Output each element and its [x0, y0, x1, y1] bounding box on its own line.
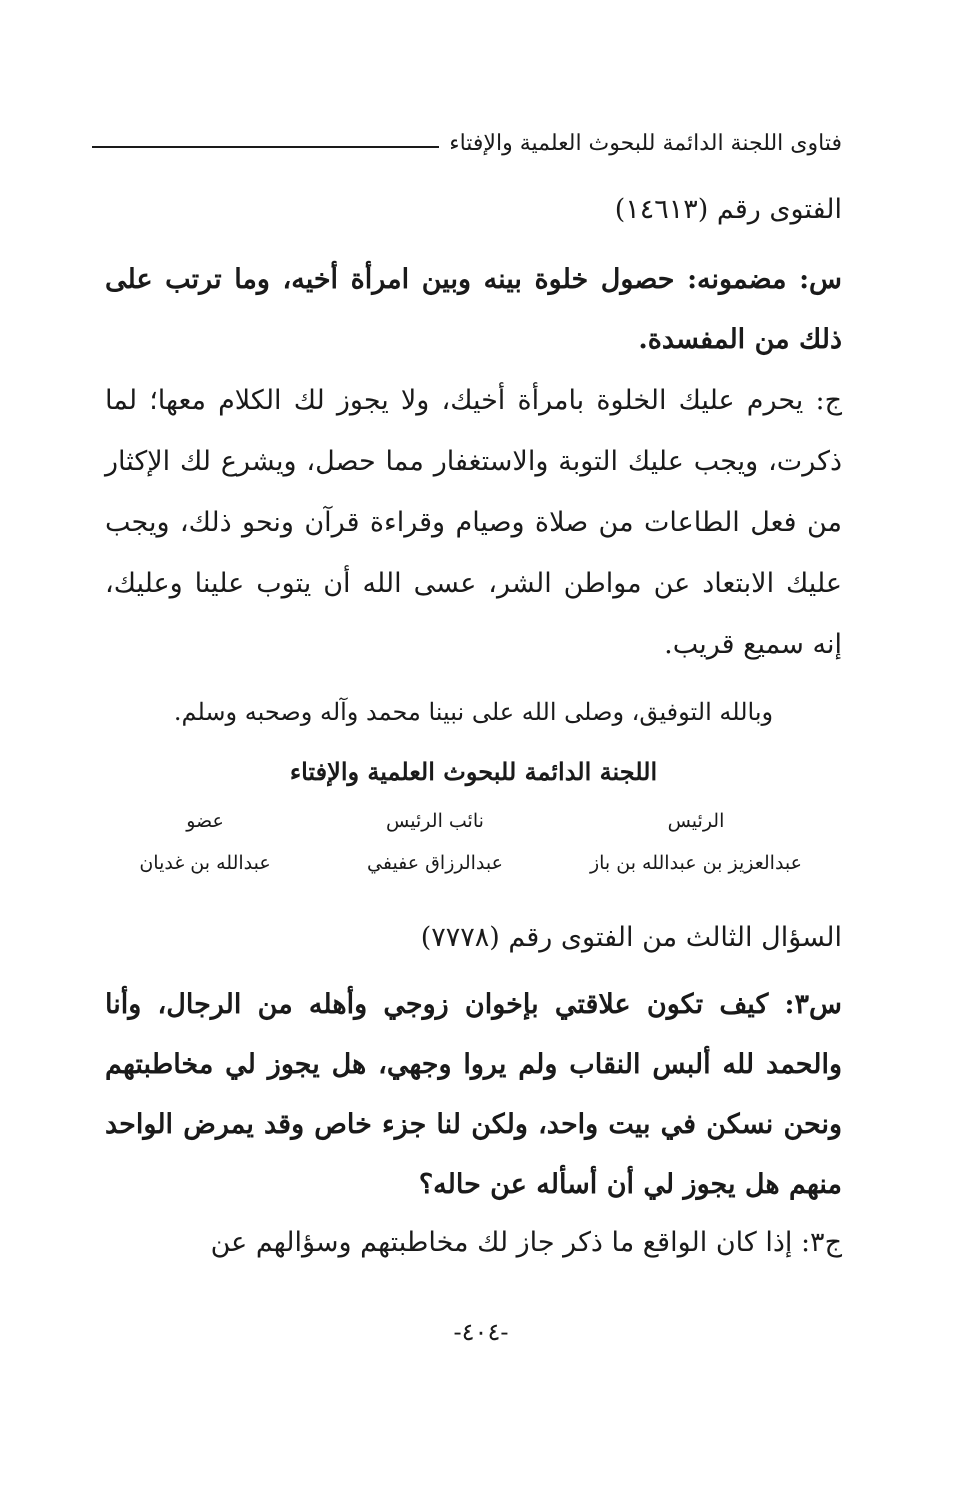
- signatures-block: [130, 800, 802, 884]
- fatwa-number-heading: السؤال الثالث من الفتوى رقم (٧٧٧٨): [420, 922, 842, 953]
- answer-text: ج٣: إذا كان الواقع ما ذكر جاز لك مخاطبتهم وسؤالهم عن: [210, 1227, 842, 1258]
- signature-role: عضو: [186, 810, 224, 832]
- signature-role: نائب الرئيس: [386, 810, 484, 832]
- committee-name: اللجنة الدائمة للبحوث العلمية والإفتاء: [289, 757, 658, 786]
- page-number: -٤٠٤-: [453, 1318, 509, 1346]
- signature-role: الرئيس: [667, 810, 725, 832]
- question-text: س: مضمونه: حصول خلوة بينه وبين امرأة أخيه، وما ترتب على ذلك من المفسدة.: [105, 264, 842, 355]
- signature-name: عبدالعزيز بن عبدالله بن باز: [589, 852, 802, 874]
- signature-name: عبدالله بن غديان: [139, 852, 271, 874]
- running-title: فتاوى اللجنة الدائمة للبحوث العلمية والإفتاء: [449, 131, 842, 156]
- signature-member: [130, 800, 280, 884]
- closing-formula: وبالله التوفيق، وصلى الله على نبينا محمد وآله وصحبه وسلم.: [173, 698, 774, 726]
- header-rule: [92, 146, 439, 148]
- question-text: س٣: كيف تكون علاقتي بإخوان زوجي وأهله من الرجال، وأنا والحمد لله ألبس النقاب ولم يروا وجهي، هل يجوز لي مخاطبتهم ونحن نسكن في بيت واحد، ولكن لنا جزء خاص وقد يمرض الواحد منهم هل يجوز لي أن أسأله عن حاله؟: [105, 989, 842, 1200]
- signature-chairman: [590, 800, 802, 884]
- answer-text: ج: يحرم عليك الخلوة بامرأة أخيك، ولا يجوز لك الكلام معها؛ لما ذكرت، ويجب عليك التوبة والاستغفار مما حصل، ويشرع لك الإكثار من فعل الطاعات من صلاة وصيام وقراءة قرآن ونحو ذلك، ويجب عليك الابتعاد عن مواطن الشر، عسى الله أن يتوب علينا وعليك، إنه سميع قريب.: [105, 385, 842, 660]
- signature-deputy: [360, 800, 510, 884]
- fatwa-number-heading: الفتوى رقم (١٤٦١٣): [614, 194, 842, 225]
- signature-name: عبدالرزاق عفيفي: [367, 852, 503, 874]
- running-header: [92, 116, 842, 156]
